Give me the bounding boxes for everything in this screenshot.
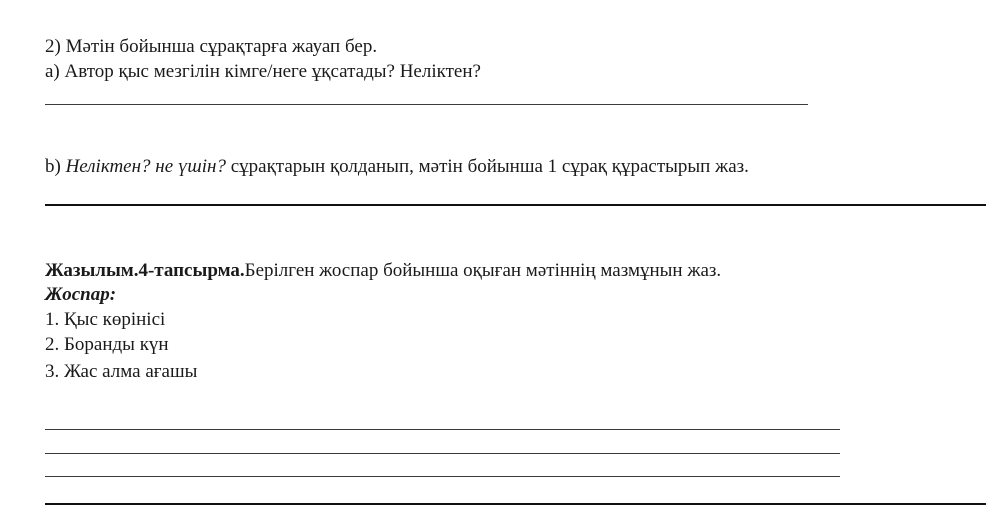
plan-item-3: 3. Жас алма ағашы	[45, 361, 198, 382]
answer-line-4-3[interactable]	[45, 476, 840, 477]
answer-line-4-1[interactable]	[45, 429, 840, 430]
question-2-heading: 2) Мәтін бойынша сұрақтарға жауап бер.	[45, 36, 378, 57]
answer-line-4-4[interactable]	[45, 503, 986, 505]
plan-item-2: 2. Боранды күн	[45, 334, 169, 355]
plan-item-1: 1. Қыс көрінісі	[45, 309, 166, 330]
question-2a-text: а) Автор қыс мезгілін кімге/неге ұқсатады? Неліктен?	[45, 61, 481, 82]
question-2b-rest: сұрақтарын қолданып, мәтін бойынша 1 сұрақ құрастырып жаз.	[225, 156, 749, 177]
question-2b-italic: Неліктен? не үшін?	[65, 156, 226, 177]
task-4-title-bold: Жазылым.4-тапсырма.	[45, 260, 245, 281]
answer-line-2a[interactable]	[45, 104, 808, 105]
question-2b-text	[45, 156, 749, 178]
task-4-title-rest: Берілген жоспар бойынша оқыған мәтіннің мазмұнын жаз.	[244, 260, 722, 281]
answer-line-2b[interactable]	[45, 204, 986, 206]
plan-label: Жоспар:	[45, 284, 117, 305]
answer-line-4-2[interactable]	[45, 453, 840, 454]
question-2b-prefix: b)	[45, 156, 66, 177]
task-4-title	[45, 260, 721, 282]
